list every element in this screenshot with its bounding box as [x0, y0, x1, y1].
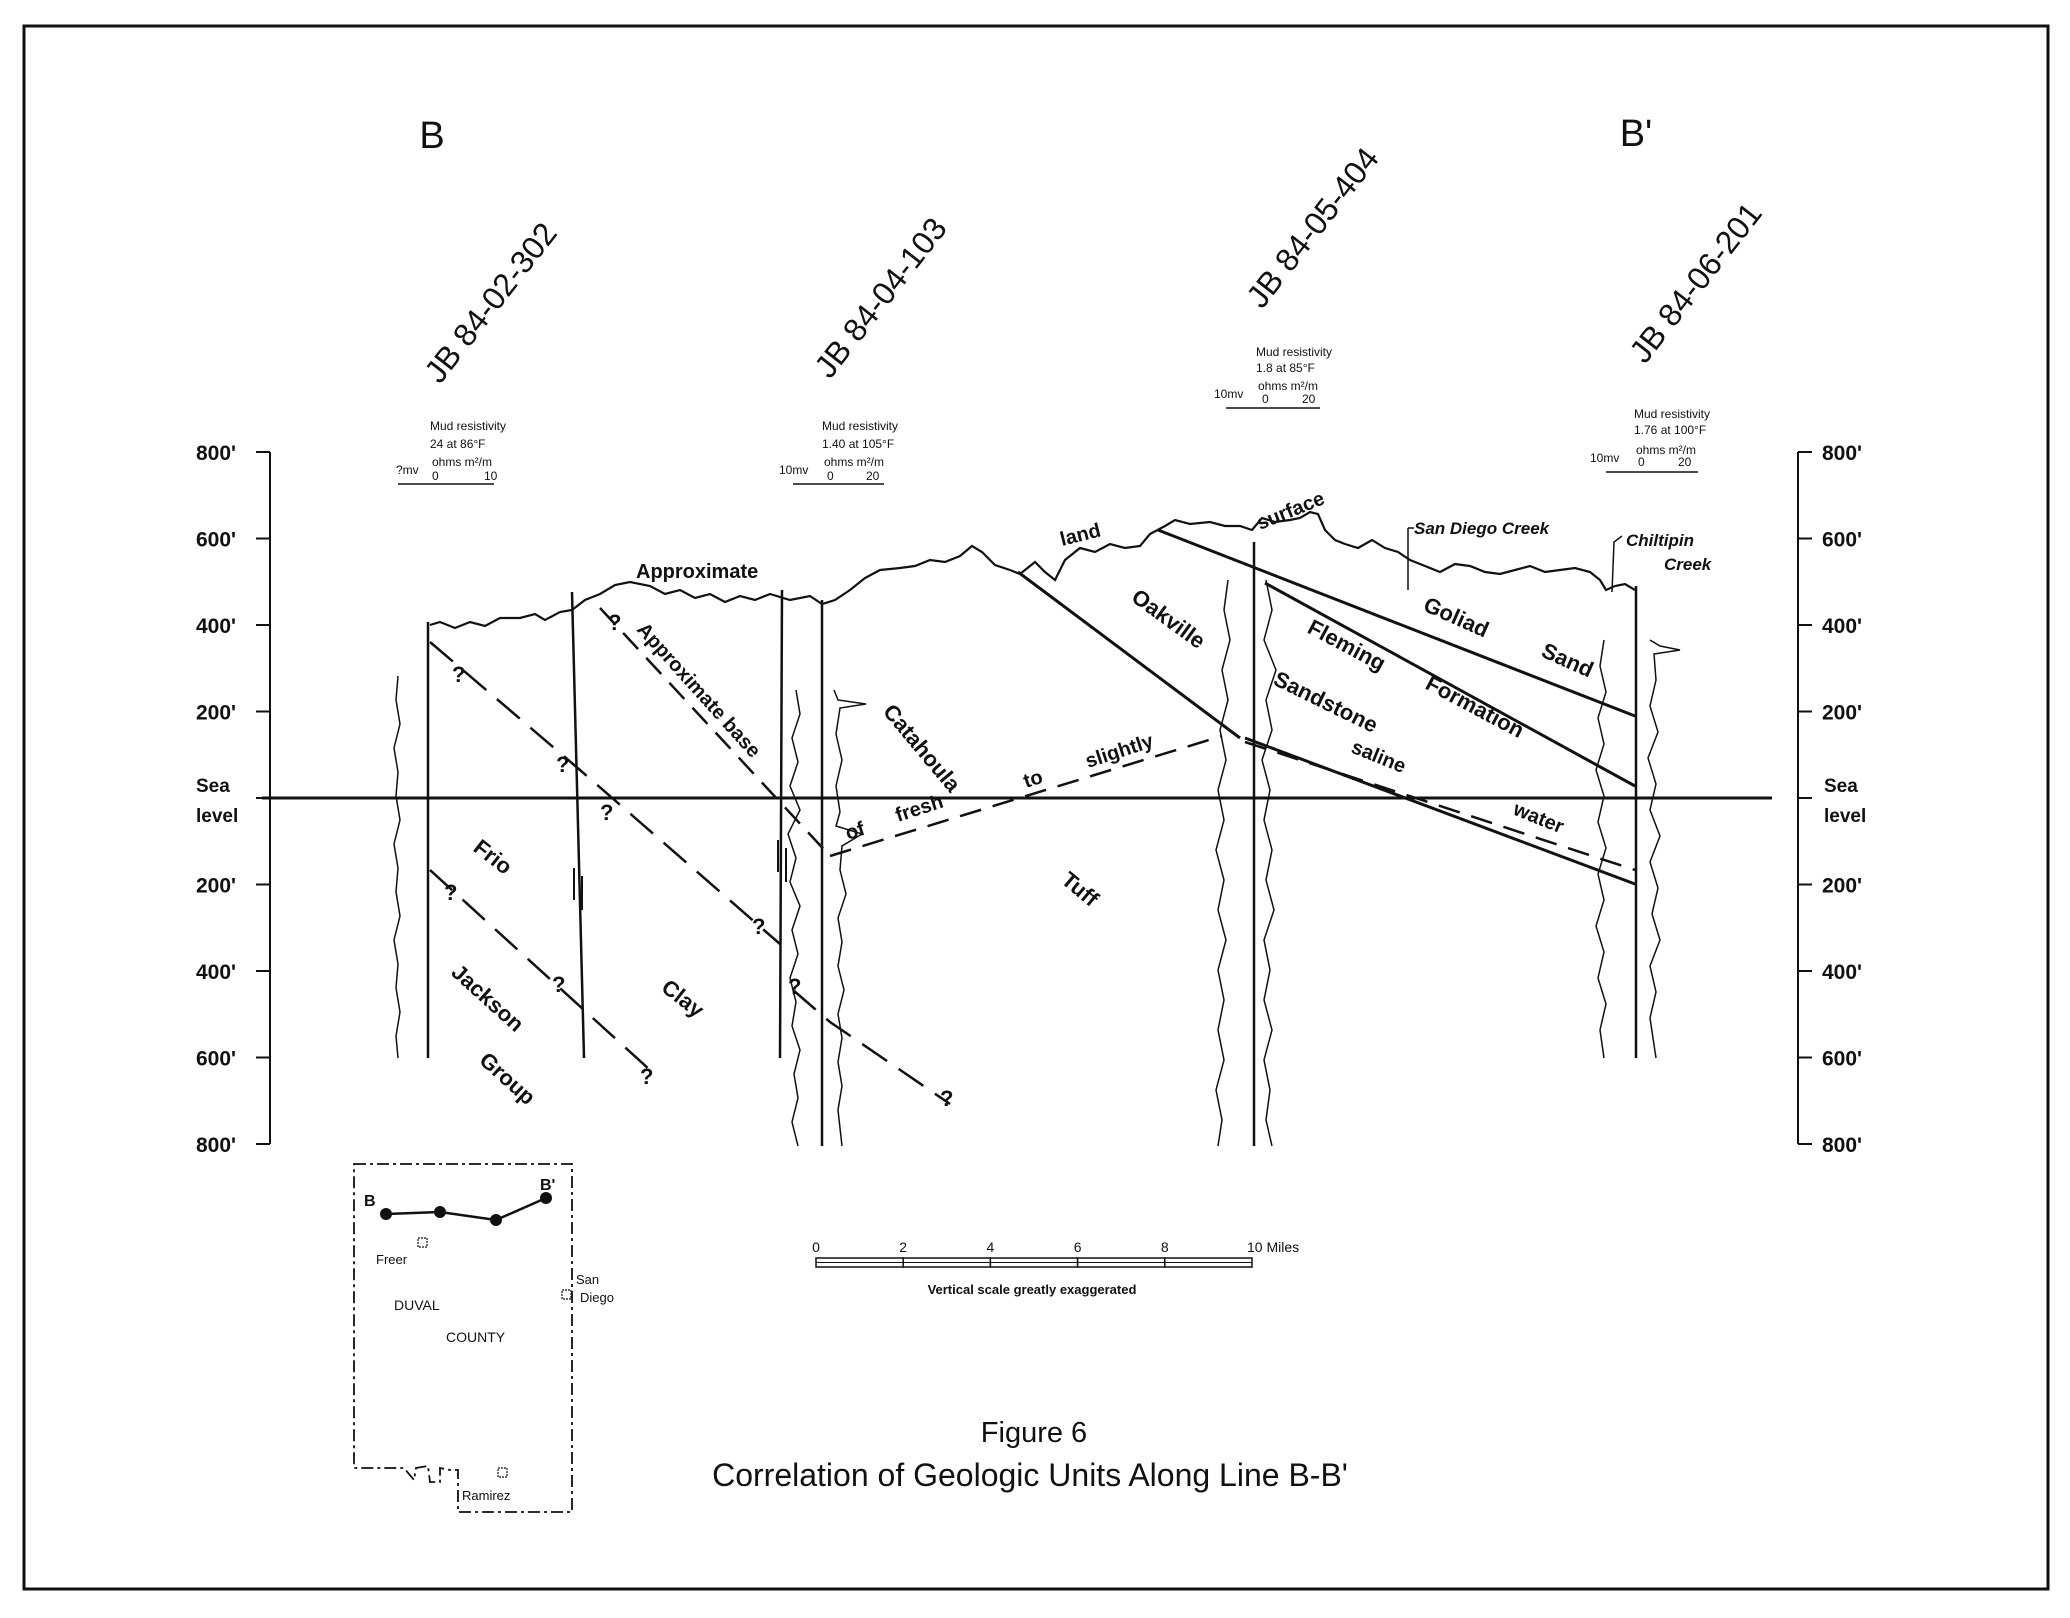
- axis-tick-label: 200': [196, 701, 237, 725]
- scale-min: 0: [432, 469, 439, 483]
- sp-log-trace-2: [788, 690, 800, 1146]
- label-to: to: [1020, 765, 1046, 793]
- scale-min: 0: [1638, 455, 1645, 469]
- axis-tick-label: 800': [196, 442, 237, 465]
- well-header-2: [779, 419, 898, 484]
- inset-location-map: [354, 1164, 614, 1512]
- label-catahoula: Catahoula: [878, 699, 966, 797]
- label-approximate: Approximate: [636, 561, 759, 583]
- label-tuff: Tuff: [1056, 866, 1104, 912]
- label-frio: Frio: [468, 834, 518, 880]
- label-surface: surface: [1253, 487, 1328, 535]
- uncertain-contact-mark: ?: [600, 800, 614, 825]
- catahoula-base-contact: [1245, 738, 1635, 884]
- label-san-diego-creek: San Diego Creek: [1414, 519, 1550, 538]
- axis-tick-label: Sea: [1824, 776, 1858, 797]
- resistivity-units: ohms m²/m: [824, 455, 884, 469]
- figure-border: [24, 26, 2048, 1589]
- mud-resistivity-value: 24 at 86°F: [430, 437, 486, 451]
- uncertain-contact-mark: ?: [608, 610, 622, 635]
- axis-tick-label: 600': [196, 1047, 237, 1071]
- frio-base-contact-east: [793, 990, 950, 1104]
- town-symbol-ramirez: [498, 1468, 507, 1477]
- goliad-base-contact: [1158, 530, 1635, 716]
- inset-label-b: B: [364, 1193, 376, 1210]
- well-header-4: [1590, 407, 1710, 472]
- scale-tick-label: 8: [1160, 1239, 1169, 1255]
- sp-scale-label: 10mv: [779, 463, 809, 477]
- uncertain-contact-mark: ?: [752, 914, 766, 939]
- elevation-axis-right: [1798, 442, 1866, 1157]
- well-location-dot: [490, 1214, 502, 1226]
- uncertain-contact-mark: ?: [556, 752, 570, 777]
- sp-scale-label: 10mv: [1590, 451, 1620, 465]
- frio-top-contact: [430, 642, 780, 944]
- scale-min: 0: [827, 469, 834, 483]
- label-formation: Formation: [1421, 670, 1529, 743]
- label-jackson: Jackson: [446, 959, 529, 1037]
- resistivity-units: ohms m²/m: [432, 455, 492, 469]
- resistivity-log-trace-3: [1262, 580, 1276, 1146]
- well-id-1: JB 84-02-302: [417, 215, 564, 390]
- label-oakville: Oakville: [1127, 583, 1211, 654]
- sp-log-trace-1: [394, 676, 400, 1058]
- label-slightly: slightly: [1082, 730, 1157, 773]
- label-water: water: [1510, 798, 1567, 839]
- scale-tick-label: 0: [812, 1239, 820, 1255]
- scale-tick-label: 10 Miles: [1247, 1239, 1300, 1255]
- resistivity-log-trace-2: [834, 690, 866, 1146]
- resistivity-units: ohms m²/m: [1636, 443, 1696, 457]
- fresh-saline-boundary-west: [830, 736, 1222, 856]
- label-creek: Creek: [1664, 555, 1712, 574]
- label-fresh: fresh: [892, 790, 947, 827]
- well-header-3: [1214, 345, 1332, 408]
- axis-tick-label: 200': [1822, 874, 1863, 898]
- axis-tick-label: level: [1824, 806, 1867, 827]
- scale-bar: [812, 1239, 1299, 1267]
- inset-label-bprime: B': [540, 1177, 556, 1194]
- sp-log-trace-3: [1216, 580, 1230, 1146]
- well-location-dot: [434, 1206, 446, 1218]
- axis-tick-label: 200': [1822, 701, 1863, 725]
- mud-resistivity-label: Mud resistivity: [822, 419, 899, 433]
- axis-tick-label: 400': [196, 615, 237, 638]
- elevation-axis-left: [196, 442, 270, 1157]
- axis-tick-label: 800': [196, 1134, 237, 1157]
- axis-tick-label: level: [196, 806, 239, 827]
- label-approximate-base: Approximate base: [632, 618, 765, 763]
- mud-resistivity-value: 1.40 at 105°F: [822, 437, 895, 451]
- mud-resistivity-label: Mud resistivity: [430, 419, 507, 433]
- figure-title: Correlation of Geologic Units Along Line B-B': [712, 1457, 1348, 1493]
- axis-tick-label: 800': [1822, 442, 1863, 465]
- label-chiltipin: Chiltipin: [1626, 531, 1694, 550]
- sp-scale-label: ?mv: [396, 463, 419, 477]
- fault-2: [780, 590, 782, 1058]
- resistivity-units: ohms m²/m: [1258, 379, 1318, 393]
- section-line-trace: [386, 1198, 546, 1220]
- mud-resistivity-value: 1.76 at 100°F: [1634, 423, 1707, 437]
- scale-max: 20: [866, 469, 880, 483]
- scale-max: 10: [484, 469, 498, 483]
- axis-tick-label: 400': [196, 961, 237, 984]
- inset-label-duval: DUVAL: [394, 1297, 440, 1313]
- section-label-bprime: B': [1619, 113, 1653, 155]
- scale-min: 0: [1262, 392, 1269, 406]
- axis-tick-label: 600': [1822, 528, 1863, 552]
- uncertain-contact-mark: ?: [552, 972, 566, 997]
- figure-number: Figure 6: [980, 1417, 1088, 1449]
- section-label-b: B: [419, 115, 445, 157]
- well-id-2: JB 84-04-103: [807, 210, 954, 385]
- scale-max: 20: [1302, 392, 1316, 406]
- inset-label-san: San: [576, 1272, 600, 1287]
- scale-tick-label: 4: [986, 1239, 995, 1255]
- label-fleming: Fleming: [1303, 614, 1390, 677]
- uncertain-contact-mark: ?: [452, 662, 466, 687]
- axis-tick-label: 600': [1822, 1047, 1863, 1071]
- uncertain-contact-mark: ?: [640, 1064, 654, 1089]
- chiltipin-creek-marker: [1612, 531, 1713, 592]
- uncertain-contact-mark: ?: [444, 880, 458, 905]
- label-of: of: [842, 817, 868, 845]
- mud-resistivity-value: 1.8 at 85°F: [1256, 361, 1315, 375]
- label-saline: saline: [1348, 736, 1409, 778]
- sp-scale-label: 10mv: [1214, 387, 1244, 401]
- mud-resistivity-label: Mud resistivity: [1256, 345, 1333, 359]
- oakville-base-contact: [1018, 572, 1240, 738]
- inset-label-ramirez: Ramirez: [462, 1488, 511, 1503]
- axis-tick-label: 800': [1822, 1134, 1863, 1157]
- uncertain-contact-mark: ?: [940, 1086, 954, 1111]
- town-symbol-san-diego: [562, 1290, 571, 1299]
- inset-label-county: COUNTY: [446, 1329, 506, 1345]
- label-sandstone: Sandstone: [1269, 666, 1382, 738]
- town-symbol-freer: [418, 1238, 427, 1247]
- scale-note: Vertical scale greatly exaggerated: [927, 1282, 1137, 1297]
- axis-tick-label: 600': [196, 528, 237, 552]
- resistivity-log-trace-4: [1648, 640, 1680, 1058]
- label-clay: Clay: [656, 974, 709, 1023]
- label-group: Group: [474, 1047, 541, 1110]
- axis-tick-label: 400': [1822, 961, 1863, 984]
- well-location-dot: [380, 1208, 392, 1220]
- well-id-3: JB 84-05-404: [1239, 140, 1386, 315]
- uncertain-contact-mark: ?: [788, 974, 802, 999]
- san-diego-creek-marker: [1408, 519, 1551, 590]
- mud-resistivity-label: Mud resistivity: [1634, 407, 1711, 421]
- label-sand: Sand: [1537, 637, 1598, 683]
- scale-max: 20: [1678, 455, 1692, 469]
- label-goliad: Goliad: [1419, 591, 1493, 643]
- axis-tick-label: 400': [1822, 615, 1863, 638]
- label-land: land: [1057, 519, 1104, 551]
- axis-tick-label: 200': [196, 874, 237, 898]
- well-header-1: [396, 419, 506, 484]
- scale-tick-label: 2: [899, 1239, 908, 1255]
- inset-label-diego: Diego: [580, 1290, 614, 1305]
- well-id-4: JB 84-06-201: [1622, 195, 1769, 370]
- axis-tick-label: Sea: [196, 776, 230, 797]
- inset-label-freer: Freer: [376, 1252, 408, 1267]
- scale-tick-label: 6: [1073, 1239, 1082, 1255]
- fault-1: [572, 592, 584, 1058]
